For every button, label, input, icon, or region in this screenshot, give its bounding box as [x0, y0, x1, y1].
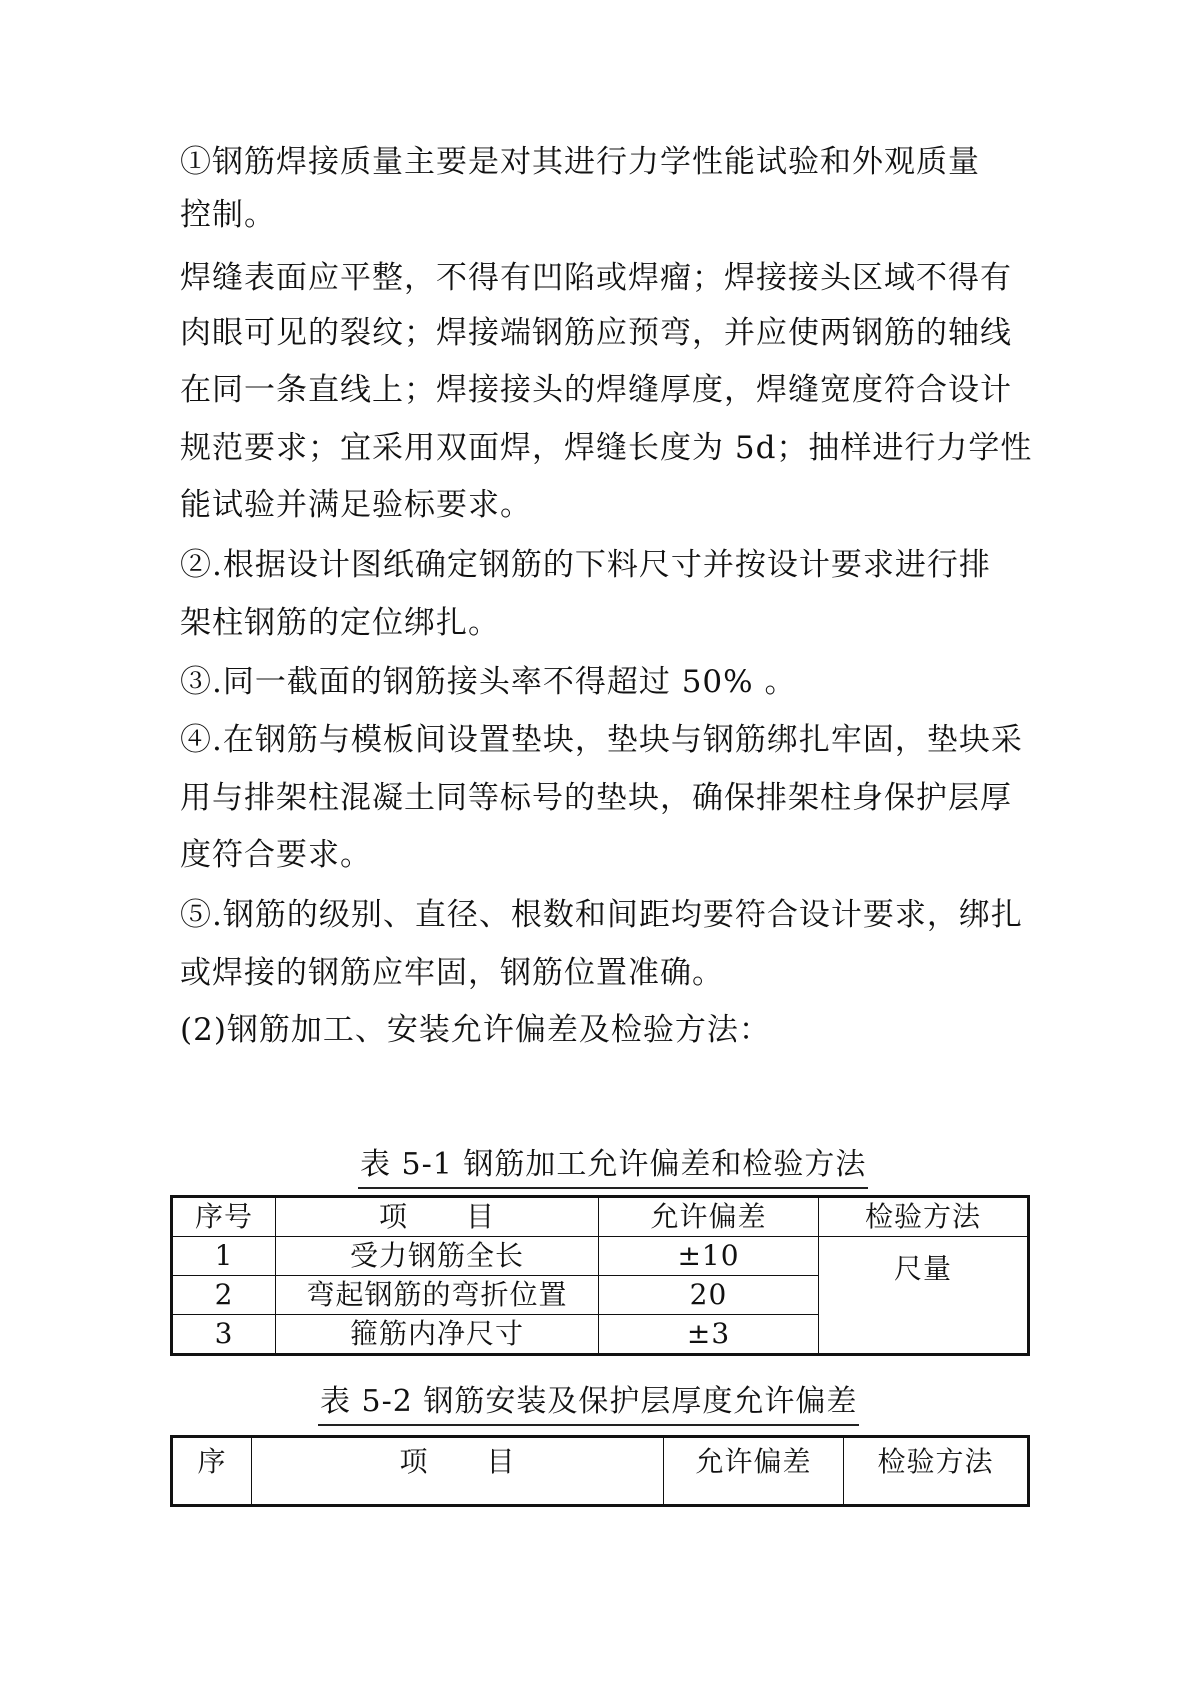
paragraph-line: (2)钢筋加工、安装允许偏差及检验方法： — [180, 1012, 771, 1048]
paragraph-line: 用与排架柱混凝土同等标号的垫块，确保排架柱身保护层厚 — [180, 780, 1012, 816]
paragraph-line: 焊缝表面应平整，不得有凹陷或焊瘤；焊接接头区域不得有 — [180, 260, 1012, 296]
row-item: 箍筋内净尺寸 — [276, 1315, 599, 1355]
paragraph-line: ②.根据设计图纸确定钢筋的下料尺寸并按设计要求进行排 — [180, 547, 991, 583]
header-cell: 序 — [172, 1437, 252, 1506]
header-cell: 允许偏差 — [664, 1437, 844, 1506]
table-row — [172, 1237, 1029, 1276]
row-tolerance: ±10 — [599, 1237, 819, 1276]
row-tolerance: 20 — [599, 1276, 819, 1315]
table-header-row — [172, 1437, 1029, 1506]
paragraph-line: 肉眼可见的裂纹；焊接端钢筋应预弯，并应使两钢筋的轴线 — [180, 315, 1012, 351]
paragraph-line: 控制。 — [180, 197, 276, 233]
paragraph-line: ④.在钢筋与模板间设置垫块，垫块与钢筋绑扎牢固，垫块采 — [180, 722, 1023, 758]
header-cell: 检验方法 — [819, 1197, 1029, 1237]
paragraph-line: ①钢筋焊接质量主要是对其进行力学性能试验和外观质量 — [180, 144, 980, 180]
row-item: 弯起钢筋的弯折位置 — [276, 1276, 599, 1315]
paragraph-line: 度符合要求。 — [180, 837, 372, 873]
paragraph-line: 规范要求；宜采用双面焊，焊缝长度为 5d；抽样进行力学性 — [180, 430, 1033, 466]
tolerance-table-5-1 — [170, 1195, 1030, 1356]
table1-caption: 表 5-1 钢筋加工允许偏差和检验方法 — [358, 1145, 868, 1189]
method-cell: 尺量 — [819, 1237, 1029, 1355]
paragraph-line: ③.同一截面的钢筋接头率不得超过 50% 。 — [180, 664, 797, 700]
table2-caption: 表 5-2 钢筋安装及保护层厚度允许偏差 — [318, 1382, 859, 1426]
header-cell: 项 目 — [276, 1197, 599, 1237]
header-cell: 项 目 — [252, 1437, 664, 1506]
header-cell: 允许偏差 — [599, 1197, 819, 1237]
paragraph-line: 在同一条直线上；焊接接头的焊缝厚度，焊缝宽度符合设计 — [180, 372, 1012, 408]
paragraph-line: 能试验并满足验标要求。 — [180, 487, 532, 523]
paragraph-line: 架柱钢筋的定位绑扎。 — [180, 605, 500, 641]
row-number: 3 — [172, 1315, 276, 1355]
tolerance-table-5-2 — [170, 1435, 1030, 1507]
row-number: 2 — [172, 1276, 276, 1315]
header-cell: 序号 — [172, 1197, 276, 1237]
row-tolerance: ±3 — [599, 1315, 819, 1355]
row-item: 受力钢筋全长 — [276, 1237, 599, 1276]
header-cell: 检验方法 — [844, 1437, 1029, 1506]
paragraph-line: 或焊接的钢筋应牢固，钢筋位置准确。 — [180, 955, 724, 991]
row-number: 1 — [172, 1237, 276, 1276]
table-header-row — [172, 1197, 1029, 1237]
paragraph-line: ⑤.钢筋的级别、直径、根数和间距均要符合设计要求，绑扎 — [180, 897, 1023, 933]
